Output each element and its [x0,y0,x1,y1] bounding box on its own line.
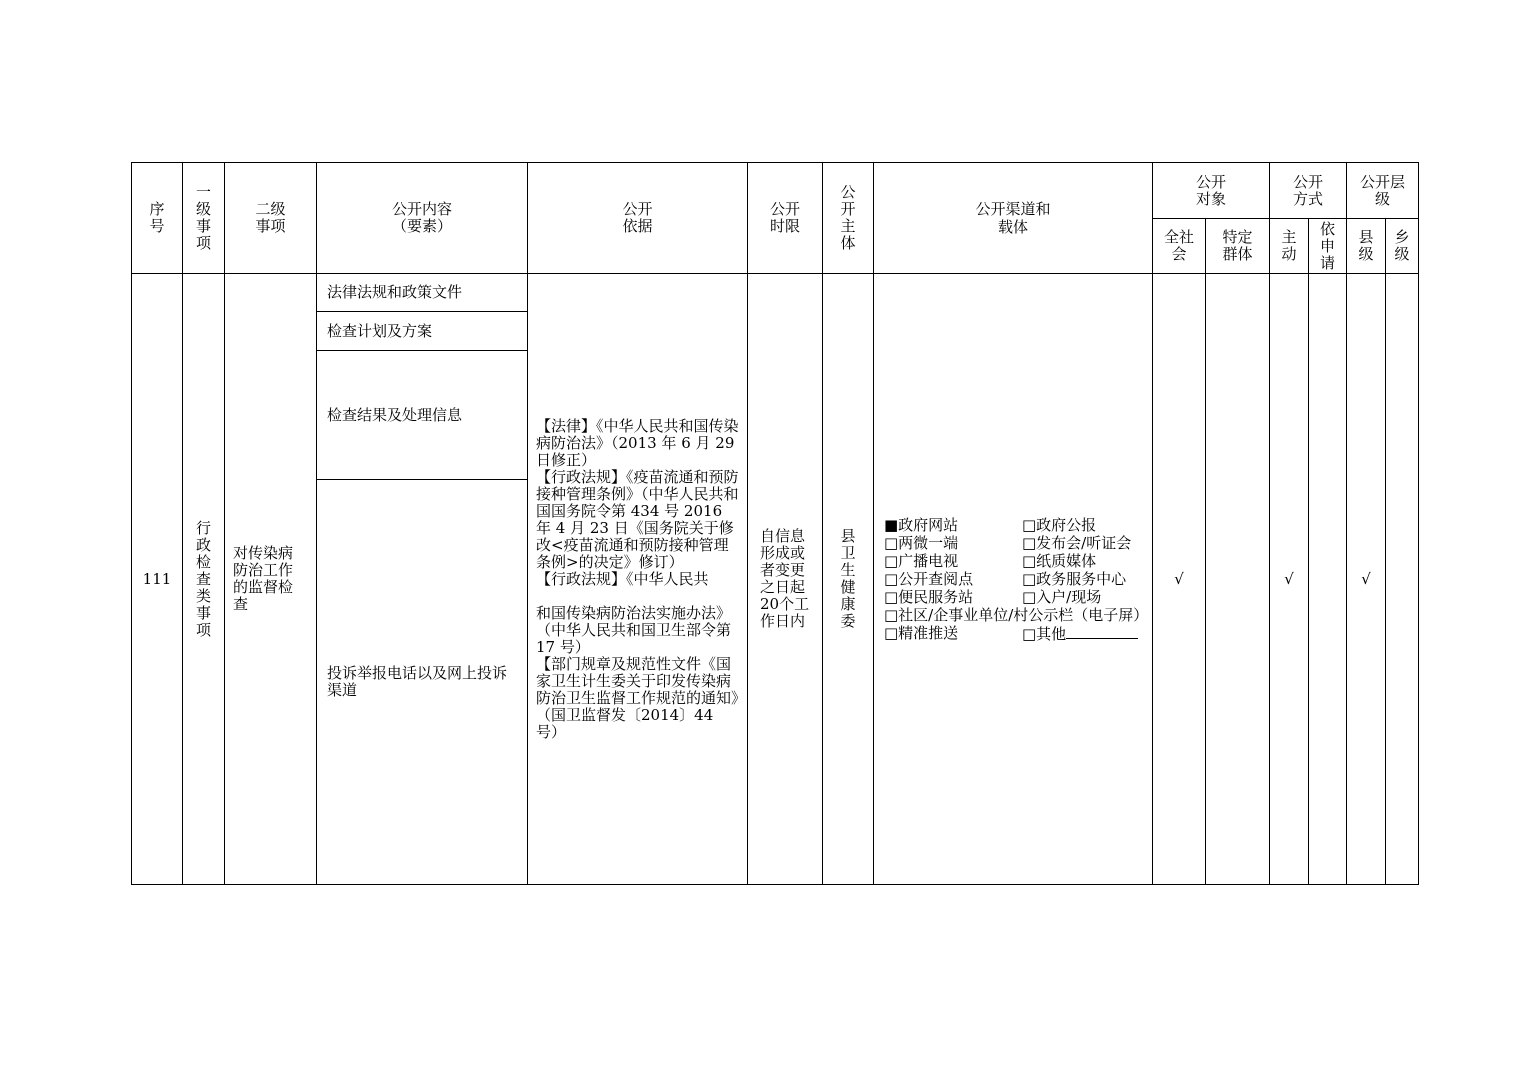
cell-channels [874,274,1153,885]
channel-precise-push: □精准推送 [884,623,959,642]
channel-gov-gazette: □政府公报 [1022,515,1097,534]
header-method: 公开方式 [1270,163,1347,219]
header-method-request: 依申请 [1309,219,1347,274]
header-seq: 序号 [132,163,183,274]
cell-time-limit: 自信息形成或者变更之日起20个工作日内 [748,274,823,885]
header-level-town: 乡级 [1386,219,1419,274]
header-basis: 公开依据 [528,163,748,274]
header-level-county: 县级 [1347,219,1386,274]
header-audience: 公开对象 [1153,163,1270,219]
cell-basis: 【法律】《中华人民共和国传染病防治法》（2013 年 6 月 29 日修正） 【行政法规】《疫苗流通和预防接种管理条例》（中华人民共和国国务院令第 434 号 2016 年 4 月 23 日《国务院关于修改<疫苗流通和预防接种管理条例>的决定》修订） 【行政法规】《中华人民共 和国传染病防治法实施办法》（中华人民共和国卫生部令第 17 号） 【部门规章及规范性文件《国家卫生计生委关于印发传染病防治卫生监督工作规范的通知》（国卫监督发〔2014〕44 号） [528,274,748,885]
cell-audience-specific [1206,274,1270,885]
cell-level1: 行政检查类事项 [183,274,225,885]
cell-method-active: √ [1270,274,1309,885]
content-item: 法律法规和政策文件 [317,274,528,312]
channel-radio-tv: □广播电视 [884,551,959,570]
cell-method-request [1309,274,1347,885]
header-audience-specific: 特定群体 [1206,219,1270,274]
header-row-1 [132,163,1419,219]
cell-audience-all: √ [1153,274,1206,885]
channel-print-media: □纸质媒体 [1022,551,1097,570]
channel-press-conf: □发布会/听证会 [1022,533,1132,552]
header-method-active: 主动 [1270,219,1309,274]
channel-household: □入户/现场 [1022,587,1102,606]
cell-level-county: √ [1347,274,1386,885]
content-item: 投诉举报电话以及网上投诉渠道 [317,480,528,885]
channel-gov-website: ■政府网站 [884,515,959,534]
disclosure-table [131,162,1419,885]
channel-service-center: □政务服务中心 [1022,569,1127,588]
channel-bulletin: □社区/企事业单位/村公示栏（电子屏） [884,605,1149,624]
header-level1: 一级事项 [183,163,225,274]
cell-level2: 对传染病防治工作的监督检查 [225,274,317,885]
cell-level-town [1386,274,1419,885]
header-time-limit: 公开时限 [748,163,823,274]
cell-seq: 111 [132,274,183,885]
channel-reading-point: □公开查阅点 [884,569,974,588]
blank-line [1066,624,1138,639]
header-channels: 公开渠道和载体 [874,163,1153,274]
channel-two-micro: □两微一端 [884,533,959,552]
header-level: 公开层级 [1347,163,1419,219]
channel-service-station: □便民服务站 [884,587,974,606]
header-level2: 二级事项 [225,163,317,274]
table-row [132,274,1419,312]
header-audience-all: 全社会 [1153,219,1206,274]
header-subject: 公开主体 [823,163,874,274]
content-item: 检查结果及处理信息 [317,351,528,480]
content-item: 检查计划及方案 [317,312,528,351]
cell-subject: 县卫生健康委 [823,274,874,885]
header-content: 公开内容（要素） [317,163,528,274]
channel-other: □其他 [1022,624,1142,643]
